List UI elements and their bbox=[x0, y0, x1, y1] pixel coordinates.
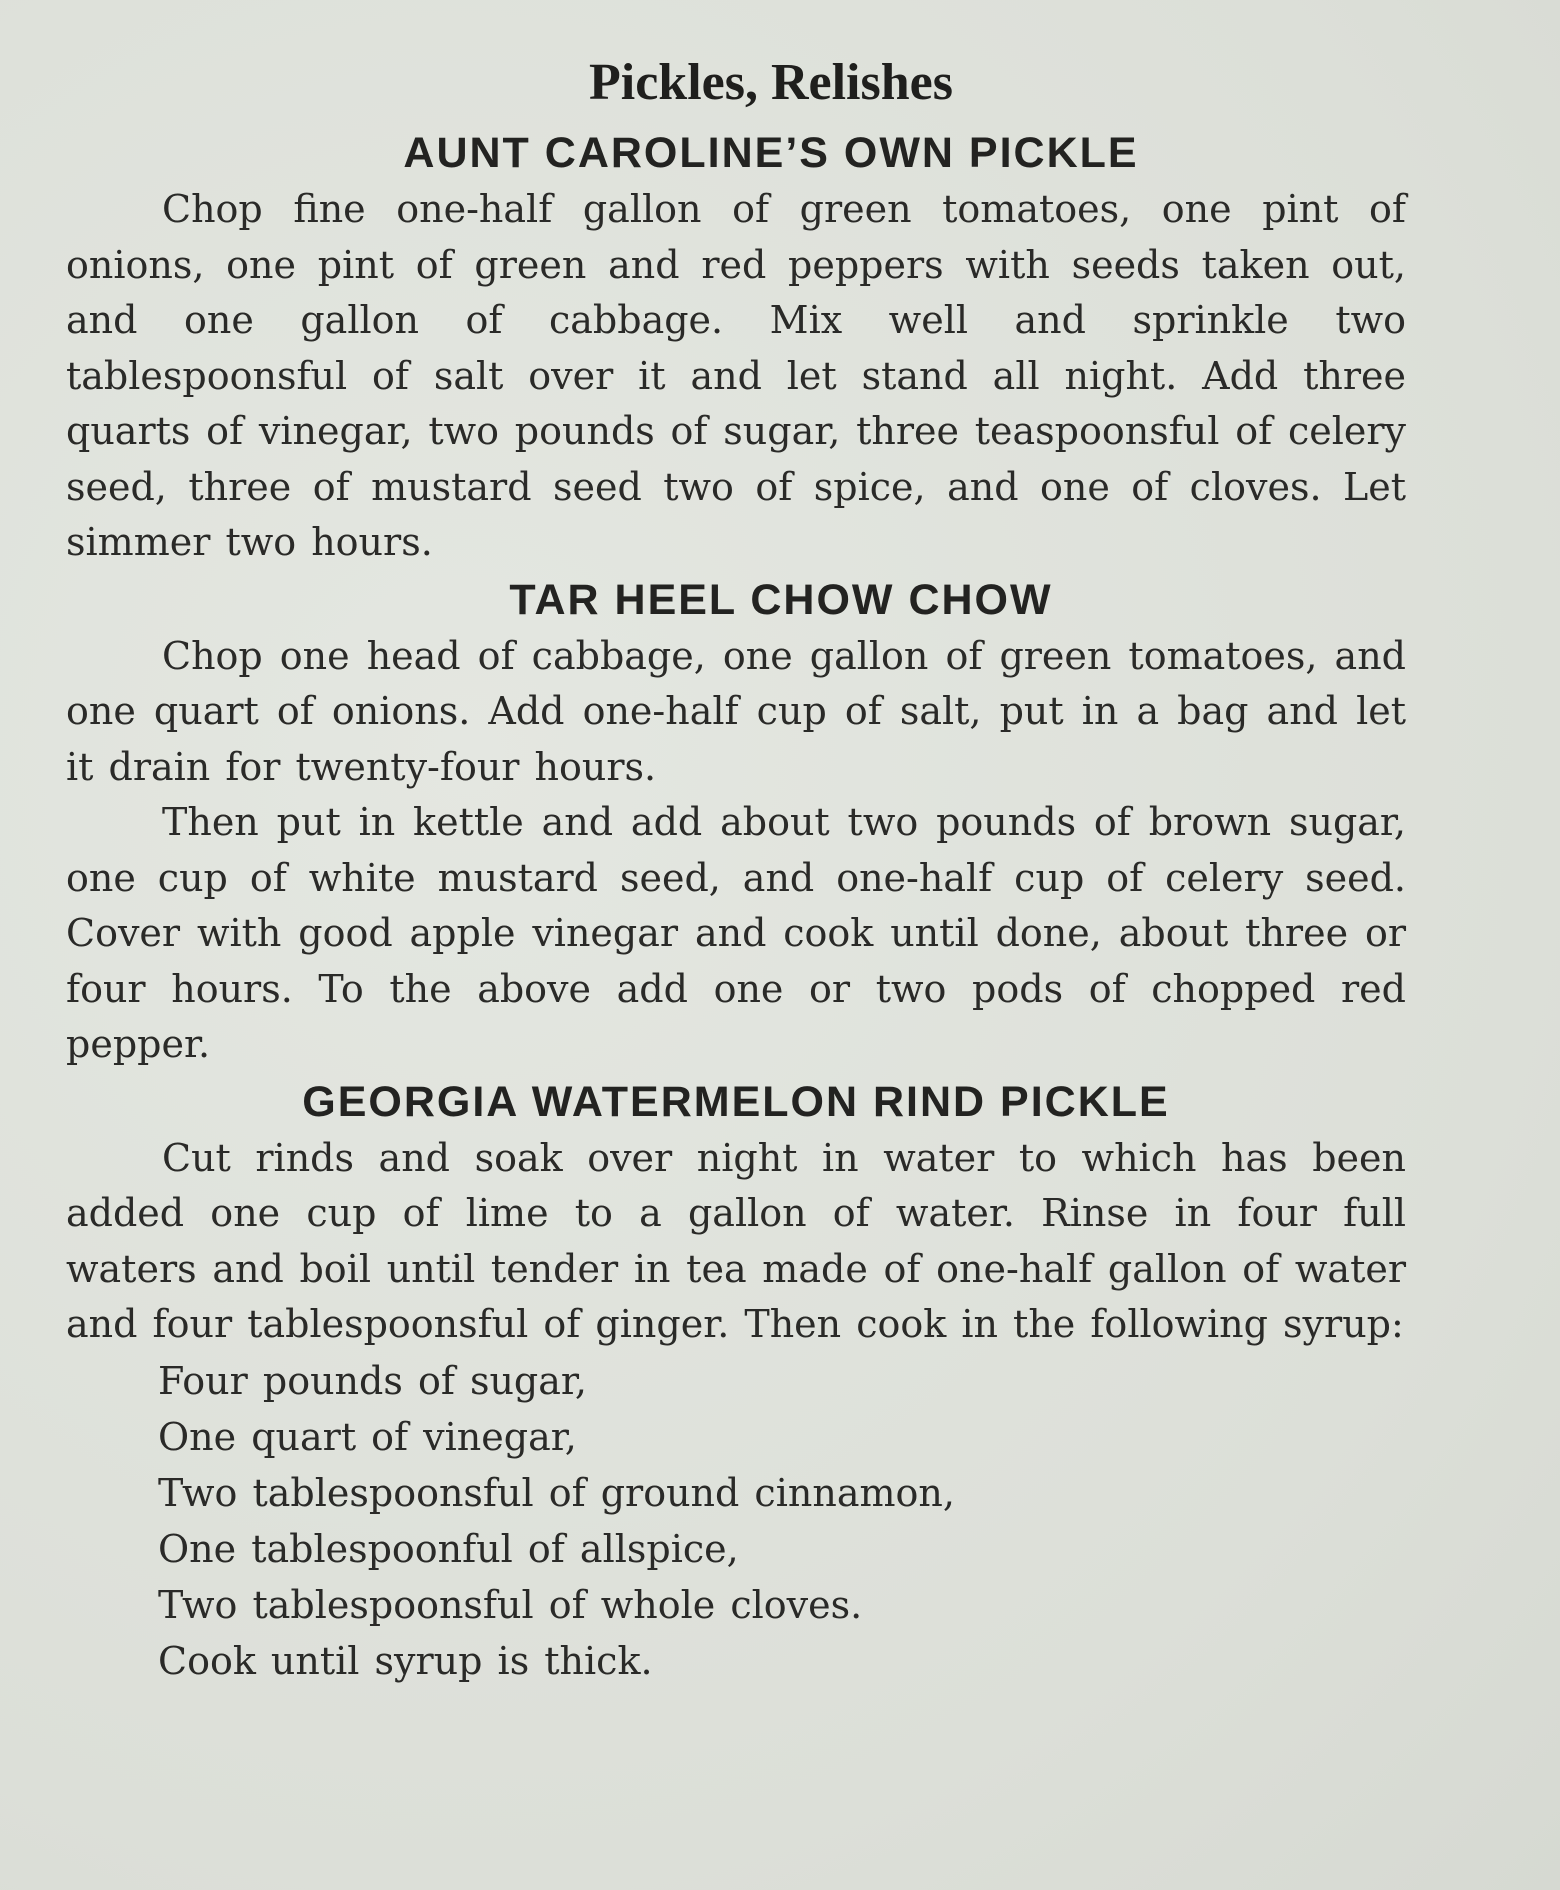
ingredient-line: One tablespoonful of allspice, bbox=[158, 1526, 739, 1571]
recipe-paragraph: Chop one head of cabbage, one gallon of green tomatoes, and one quart of onions. Add one-half cup of salt, put in a bag and let it drain for twenty-four hours. bbox=[66, 633, 1406, 789]
ingredient-line: Four pounds of sugar, bbox=[158, 1358, 587, 1403]
recipe-paragraph: Chop fine one-half gallon of green tomatoes, one pint of onions, one pint of green and red peppers with seeds taken out, and one gallon of cabbage. Mix well and sprinkle two tablespoonsful of salt over it and let stand all night. Add three quarts of vinegar, two pounds of sugar, three teaspoonsful of celery seed, three of mustard seed two of spice, and one of cloves. Let simmer two hours. bbox=[66, 187, 1406, 564]
recipe-georgia-watermelon bbox=[66, 1073, 1406, 1689]
recipe-title: TAR HEEL CHOW CHOW bbox=[509, 575, 1053, 624]
ingredient-line: Two tablespoonsful of whole cloves. bbox=[158, 1582, 863, 1627]
recipe-paragraph: Then put in kettle and add about two pounds of brown sugar, one cup of white mustard seed, and one-half cup of celery seed. Cover with good apple vinegar and cook until done, about three or four hours. To the above add one or two pods of chopped red pepper. bbox=[66, 800, 1406, 1066]
recipe-title: GEORGIA WATERMELON RIND PICKLE bbox=[302, 1077, 1170, 1126]
cookbook-page bbox=[66, 50, 1406, 1689]
ingredient-line: One quart of vinegar, bbox=[158, 1414, 577, 1459]
ingredient-list bbox=[66, 1353, 1406, 1689]
ingredient-line: Cook until syrup is thick. bbox=[158, 1638, 653, 1683]
recipe-paragraph: Cut rinds and soak over night in water to which has been added one cup of lime to a gallon of water. Rinse in four full waters and boil until tender in tea made of one-half gallon of water and four tablespoonsful of ginger. Then cook in the following syrup: bbox=[66, 1135, 1406, 1346]
recipe-aunt-caroline bbox=[66, 124, 1406, 571]
recipe-tar-heel-chow-chow bbox=[66, 571, 1406, 1073]
recipe-title: AUNT CAROLINE’S OWN PICKLE bbox=[403, 129, 1139, 177]
ingredient-line: Two tablespoonsful of ground cinnamon, bbox=[158, 1470, 955, 1515]
running-head: Pickles, Relishes bbox=[589, 54, 953, 111]
